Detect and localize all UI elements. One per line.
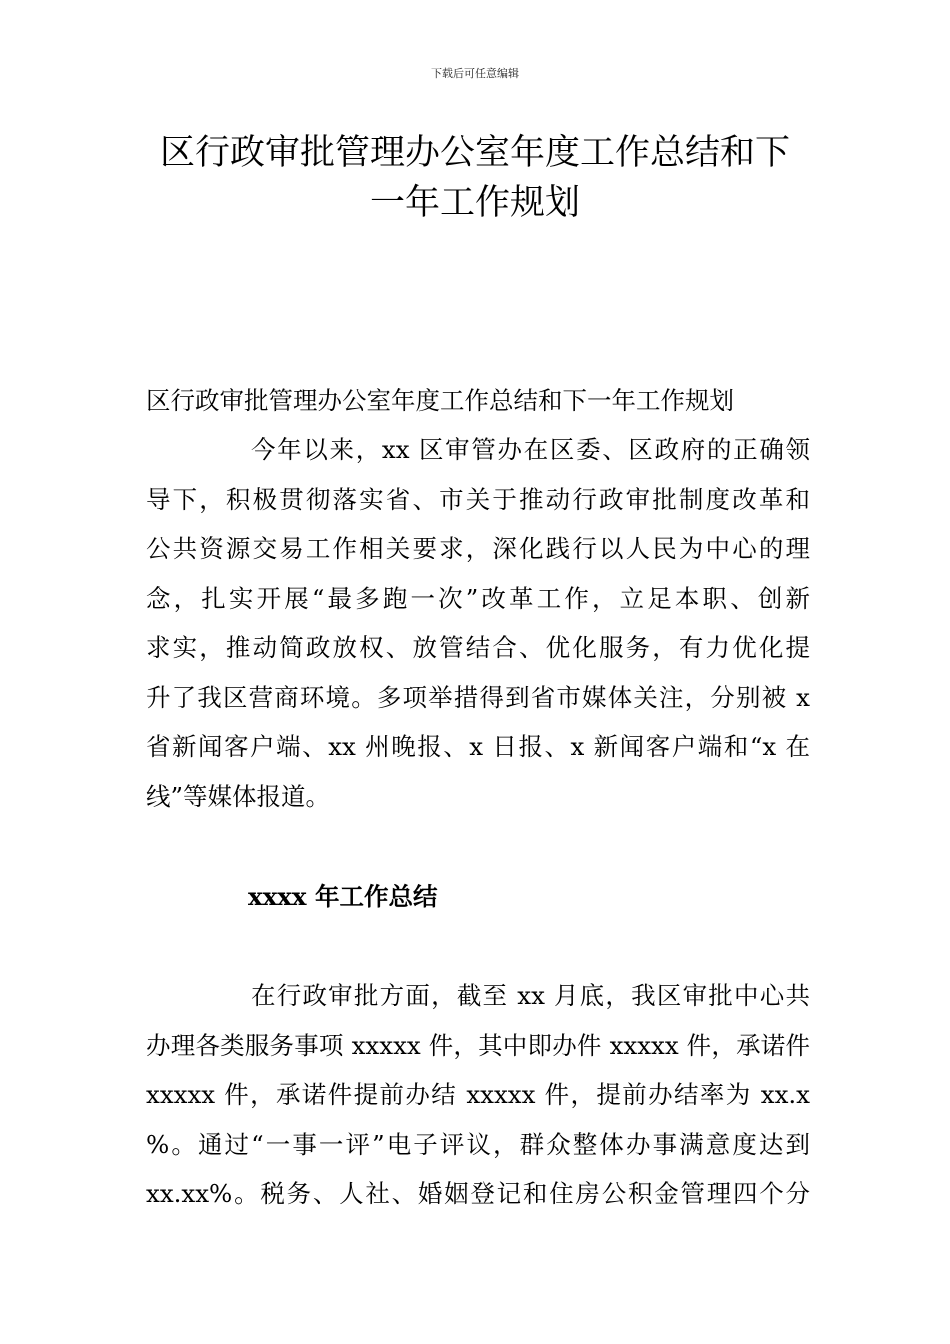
paragraph-line: %。通过“一事一评”电子评议，群众整体办事满意度达到 <box>146 1129 810 1159</box>
document-title-line-1: 区行政审批管理办公室年度工作总结和下 <box>159 133 790 173</box>
paragraph-line: 求实，推动简政放权、放管结合、优化服务，有力优化提 <box>146 633 810 662</box>
subtitle-line: 区行政审批管理办公室年度工作总结和下一年工作规划 <box>146 386 734 415</box>
paragraph-line: 公共资源交易工作相关要求，深化践行以人民为中心的理 <box>146 534 810 563</box>
paragraph-line: 省新闻客户端、xx 州晚报、x 日报、x 新闻客户端和“x 在 <box>146 732 810 761</box>
document-title <box>140 128 810 228</box>
paragraph-line: xx.xx%。税务、人社、婚姻登记和住房公积金管理四个分 <box>146 1179 810 1208</box>
document-subtitle <box>146 376 810 426</box>
header-note: 下载后可任意编辑 <box>431 67 519 80</box>
section-heading: xxxx 年工作总结 <box>248 882 438 911</box>
paragraph-line: 导下，积极贯彻落实省、市关于推动行政审批制度改革和 <box>146 484 810 514</box>
paragraph-line: 在行政审批方面，截至 xx 月底，我区审批中心共 <box>251 981 810 1010</box>
paragraph-line: 念，扎实开展“最多跑一次”改革工作，立足本职、创新 <box>146 583 810 613</box>
paragraph-line: 今年以来，xx 区审管办在区委、区政府的正确领 <box>251 435 810 464</box>
paragraph-approval <box>146 971 810 1219</box>
paragraph-line: 升了我区营商环境。多项举措得到省市媒体关注，分别被 x <box>146 682 810 712</box>
paragraph-intro <box>146 425 810 821</box>
paragraph-line: xxxxx 件，承诺件提前办结 xxxxx 件，提前办结率为 xx.x <box>146 1080 810 1109</box>
document-title-line-2: 一年工作规划 <box>369 183 580 223</box>
paragraph-line: 办理各类服务事项 xxxxx 件，其中即办件 xxxxx 件，承诺件 <box>146 1030 810 1060</box>
paragraph-line: 线”等媒体报道。 <box>146 781 331 811</box>
